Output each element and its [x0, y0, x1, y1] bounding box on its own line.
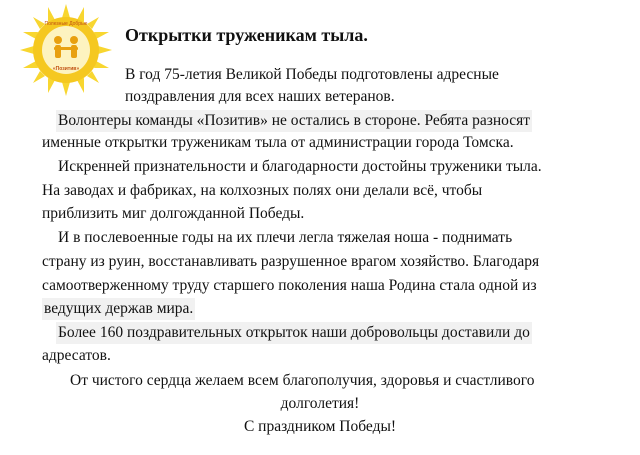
article-title: Открытки труженикам тыла.	[125, 25, 368, 45]
article-line-3-text: Волонтеры команды «Позитив» не остались в стороне. Ребята разносят	[56, 110, 532, 132]
article-line-7: приблизить миг долгожданной Победы.	[42, 205, 305, 222]
article-line-12	[56, 322, 640, 344]
positiv-logo	[20, 4, 112, 96]
article-line-4: именные открытки труженикам тыла от администрации города Томска.	[42, 134, 514, 151]
article-line-5: Искренней признательности и благодарности достойны труженики тыла.	[58, 158, 542, 175]
article-line-13: адресатов.	[42, 347, 111, 364]
article-line-12-text: Более 160 поздравительных открыток наши добровольцы доставили до	[56, 322, 532, 344]
article-line-11	[42, 298, 634, 320]
logo-bottom-text: «Позитив»	[52, 66, 80, 72]
article-line-10: самоотверженному труду старшего поколения наша Родина стала одной из	[42, 277, 537, 294]
article-line-14: От чистого сердца желаем всем благополучия, здоровья и счастливого	[70, 372, 535, 389]
logo-top-text: Полезные Добрые	[44, 21, 88, 27]
sun-logo-icon	[20, 4, 112, 96]
article-line-15: долголетия!	[280, 395, 360, 412]
article-line-1: В год 75-летия Великой Победы подготовлены адресные	[125, 66, 499, 83]
article-line-3	[56, 110, 640, 132]
article-line-9: страну из руин, восстанавливать разрушенное врагом хозяйство. Благодаря	[42, 253, 540, 270]
article-line-16: С праздником Победы!	[243, 418, 397, 435]
article-line-2: поздравления для всех наших ветеранов.	[125, 88, 395, 105]
article-line-8: И в послевоенные годы на их плечи легла тяжелая ноша - поднимать	[58, 229, 513, 246]
article-line-11-text: ведущих держав мира.	[42, 298, 195, 320]
article-line-6: На заводах и фабриках, на колхозных полях они делали всё, чтобы	[42, 182, 483, 199]
